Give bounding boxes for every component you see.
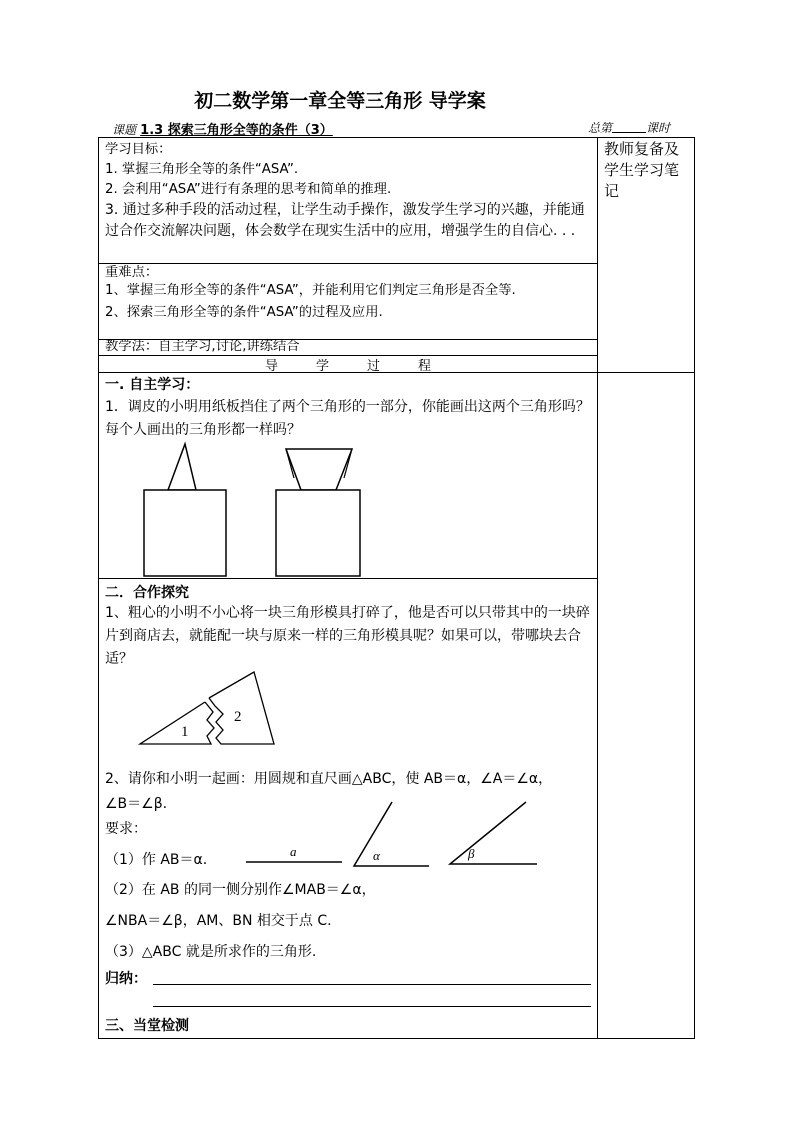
page-title: 初二数学第一章全等三角形 导学案 [194, 90, 486, 112]
cooperation-question-1: 1、粗心的小明不小心将一块三角形模具打碎了，他是否可以只带其中的一块碎片到商店去，就能配一块与原来一样的三角形模具呢？如果可以，带哪块去合适？ [105, 605, 590, 667]
fragment-label-1: 1 [181, 724, 189, 740]
guide-char: 程 [418, 359, 432, 374]
row-divider-selfstudy [98, 578, 597, 579]
angle-alpha [354, 802, 429, 866]
keypoints-section [105, 264, 592, 322]
guide-char: 导 [264, 359, 278, 374]
cooperation-section [105, 582, 592, 671]
summary-answer-line-1[interactable] [153, 984, 591, 985]
question-2-line-1: 2、请你和小明一起画：用圆规和直尺画△ABC，使 AB＝α，∠A＝∠α， [105, 771, 553, 787]
triangle-edge [344, 449, 352, 478]
triangle-tip-right [286, 449, 352, 490]
fragment-label-2: 2 [234, 709, 242, 725]
keypoint-item: 1、掌握三角形全等的条件“ASA”，并能利用它们判定三角形是否全等. [105, 283, 516, 298]
segment-a-label: a [290, 844, 297, 859]
cooperation-heading: 二．合作探究 [105, 585, 189, 601]
question-2-line-2: ∠B＝∠β. [105, 796, 168, 812]
guide-char: 过 [367, 359, 381, 374]
self-study-section [105, 374, 592, 442]
method-row: 教学法：自主学习,讨论,讲练结合 [105, 339, 300, 354]
period-suffix: 课时 [646, 121, 671, 135]
objective-item: 3. 通过多种手段的活动过程，让学生动手操作，激发学生学习的兴趣，并能通过合作交流解决问题，体会数学在现实生活中的应用，增强学生的自信心. . . [105, 202, 585, 239]
step-2: （2）在 AB 的同一侧分别作∠MAB＝∠α， [105, 882, 376, 898]
notes-column-label: 教师复备及学生学习笔记 [604, 140, 680, 200]
self-study-heading: 一. 自主学习： [105, 377, 200, 393]
lesson-title: 1.3 探索三角形全等的条件（3） [140, 123, 333, 138]
broken-triangle-figure [135, 668, 280, 750]
given-elements-figure [240, 798, 545, 872]
summary-answer-line-2[interactable] [153, 1006, 591, 1007]
angle-beta [450, 802, 537, 864]
occluded-triangles-figure [130, 438, 370, 578]
step-2b: ∠NBA＝∠β，AM、BN 相交于点 C. [105, 913, 332, 929]
guide-heading [99, 355, 597, 374]
check-heading: 三、当堂检测 [105, 1018, 189, 1034]
step-1: （1）作 AB＝α. [105, 852, 208, 868]
step-3: （3）△ABC 就是所求作的三角形. [105, 944, 317, 960]
cardboard-right [276, 490, 360, 576]
fragment-2 [209, 672, 274, 744]
summary-label: 归纳： [105, 971, 147, 987]
keypoint-item: 2、探索三角形全等的条件“ASA”的过程及应用. [105, 305, 383, 320]
objective-item: 2. 会利用“ASA”进行有条理的思考和简单的推理. [105, 182, 392, 197]
fragment-1 [140, 702, 214, 744]
period-line [588, 119, 670, 136]
cardboard-left [144, 490, 226, 576]
angle-beta-label: β [468, 846, 475, 861]
requirements-label: 要求： [105, 821, 147, 837]
angle-alpha-label: α [373, 848, 380, 863]
column-divider [597, 137, 598, 1039]
self-study-question: 1．调皮的小明用纸板挡住了两个三角形的一部分，你能画出这两个三角形吗？每个人画出的三角形都一样吗？ [105, 399, 590, 438]
triangle-tip-left [168, 444, 196, 490]
period-blank[interactable] [612, 121, 646, 133]
keypoints-heading: 重难点： [105, 265, 159, 280]
triangle-edge [286, 449, 294, 478]
guide-char: 学 [315, 359, 329, 374]
lesson-label: 课题 [112, 123, 137, 137]
lesson-line [112, 119, 333, 138]
objectives-heading: 学习目标： [105, 142, 172, 157]
objective-item: 1. 掌握三角形全等的条件“ASA”. [105, 162, 299, 177]
period-prefix: 总第 [588, 121, 613, 135]
objectives-section [105, 140, 592, 242]
